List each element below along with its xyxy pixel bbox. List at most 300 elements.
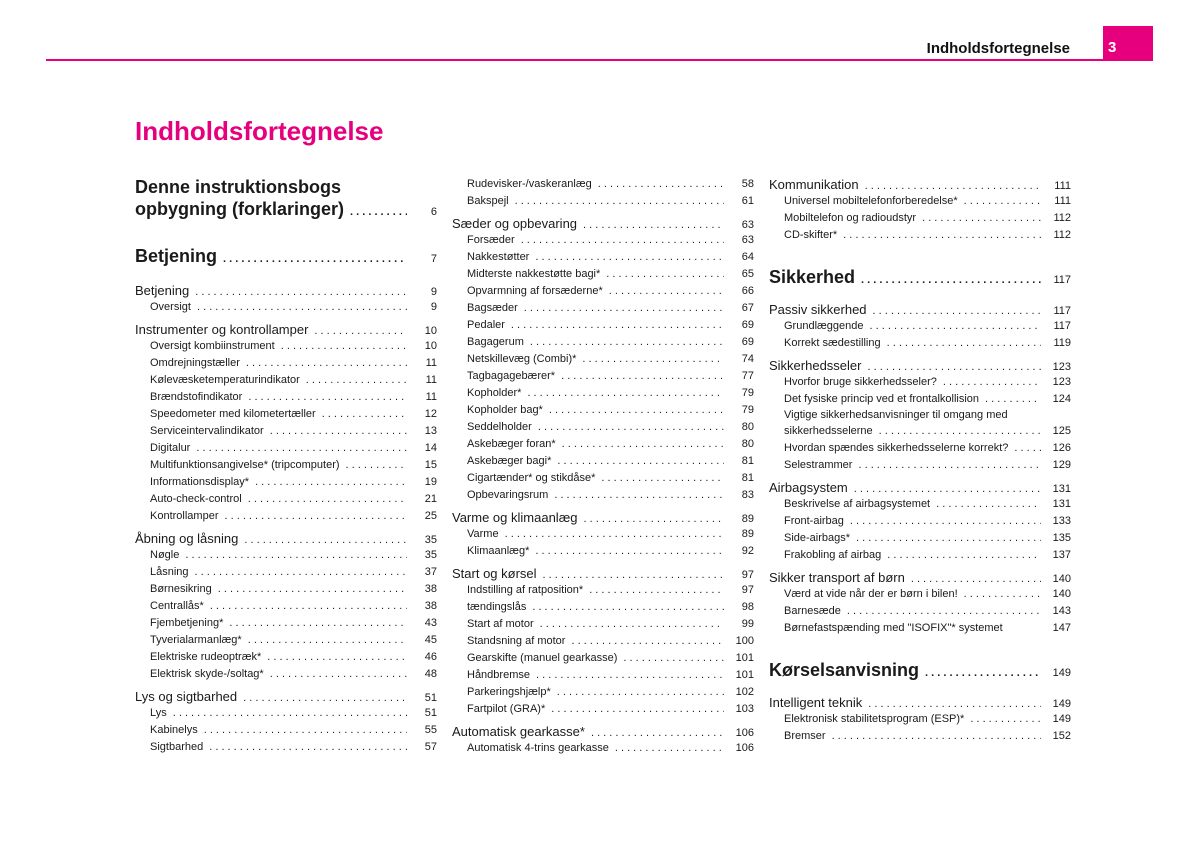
- page-ref: 79: [741, 404, 754, 416]
- toc-entry[interactable]: [452, 300, 754, 317]
- leader-dots: [936, 496, 1041, 513]
- page-ref: 124: [1052, 393, 1071, 405]
- toc-entry[interactable]: [135, 440, 437, 457]
- entry-text: Automatisk 4-trins gearkasse: [467, 742, 609, 754]
- page-ref: 64: [741, 251, 754, 263]
- toc-entry[interactable]: [135, 389, 437, 406]
- page-ref: 9: [430, 286, 437, 298]
- entry-text: Start og kørsel: [452, 566, 537, 581]
- leader-dots: [535, 543, 724, 560]
- entry-text: Speedometer med kilometertæller: [150, 408, 316, 420]
- toc-entry[interactable]: [452, 402, 754, 419]
- toc-entry[interactable]: [135, 423, 437, 440]
- toc-major-koersel[interactable]: [769, 659, 1071, 684]
- entry-text: Kommunikation: [769, 177, 859, 192]
- page-ref: 19: [424, 476, 437, 488]
- toc-entry[interactable]: [452, 487, 754, 504]
- page-ref: 119: [1053, 337, 1071, 349]
- toc-entry[interactable]: [135, 564, 437, 581]
- page-ref: 66: [741, 285, 754, 297]
- page-ref: 117: [1053, 305, 1071, 317]
- page-ref: 147: [1052, 622, 1071, 634]
- entry-text: Varme og klimaanlæg: [452, 510, 578, 525]
- toc-entry[interactable]: [452, 283, 754, 300]
- toc-entry[interactable]: [769, 318, 1071, 335]
- page-ref: 63: [741, 219, 754, 231]
- entry-text: Sikkerhed: [769, 267, 856, 287]
- toc-entry[interactable]: [135, 547, 437, 564]
- entry-text: Elektrisk skyde-/soltag*: [150, 668, 264, 680]
- leader-dots: [197, 299, 407, 316]
- toc-section-start[interactable]: [452, 565, 754, 582]
- leader-dots: [536, 667, 724, 684]
- page-ref: 92: [741, 545, 754, 557]
- leader-dots: [870, 318, 1041, 335]
- page-ref: 123: [1052, 376, 1071, 388]
- page-ref: 65: [741, 268, 754, 280]
- toc-entry[interactable]: [135, 581, 437, 598]
- toc-entry[interactable]: [452, 470, 754, 487]
- toc-section-passiv[interactable]: [769, 301, 1071, 318]
- toc-entry[interactable]: [452, 368, 754, 385]
- page-ref: 89: [741, 528, 754, 540]
- toc-entry[interactable]: [769, 586, 1071, 603]
- entry-text: Intelligent teknik: [769, 695, 863, 710]
- entry-text: Tyverialarmanlæg*: [150, 634, 242, 646]
- page-ref: 61: [741, 195, 754, 207]
- entry-text: Sigtbarhed: [150, 741, 204, 753]
- intro-line-1: Denne instruktionsbogs: [135, 177, 342, 197]
- entry-text: Passiv sikkerhed: [769, 302, 867, 317]
- page-ref: 123: [1052, 361, 1071, 373]
- leader-dots: [538, 419, 724, 436]
- page-ref: 80: [741, 438, 754, 450]
- entry-text: Bakspejl: [467, 195, 509, 207]
- toc-entry[interactable]: [452, 317, 754, 334]
- toc-entry[interactable]: [769, 547, 1071, 564]
- toc-major-sikkerhed[interactable]: [769, 266, 1071, 291]
- page-ref: 79: [741, 387, 754, 399]
- leader-dots: [856, 530, 1041, 547]
- entry-text: Digitalur: [150, 442, 191, 454]
- entry-text: Gearskifte (manuel gearkasse): [467, 652, 618, 664]
- leader-dots: [1014, 440, 1041, 457]
- entry-text: Mobiltelefon og radioudstyr: [784, 212, 917, 224]
- toc-entry[interactable]: [452, 616, 754, 633]
- leader-dots: [248, 389, 407, 406]
- toc-entry[interactable]: [135, 491, 437, 508]
- entry-text: Elektriske rudeoptræk*: [150, 651, 262, 663]
- leader-dots: [964, 193, 1041, 210]
- leader-dots: [591, 723, 724, 740]
- leader-dots: [873, 301, 1041, 318]
- toc-entry[interactable]: [769, 513, 1071, 530]
- leader-dots: [562, 436, 724, 453]
- leader-dots: [229, 615, 407, 632]
- toc-entry[interactable]: [452, 385, 754, 402]
- toc-entry[interactable]: [769, 391, 1071, 408]
- entry-text: Værd at vide når der er børn i bilen!: [784, 588, 958, 600]
- leader-dots: [196, 440, 407, 457]
- leader-dots: [589, 582, 724, 599]
- page-ref: 38: [424, 583, 437, 595]
- toc-entry[interactable]: [452, 351, 754, 368]
- leader-dots: [854, 479, 1041, 496]
- leader-dots: [582, 351, 724, 368]
- toc-entry-multiline[interactable]: [769, 408, 1071, 440]
- toc-entry[interactable]: [452, 232, 754, 249]
- entry-text-line-1: Vigtige sikkerhedsanvisninger til omgang med: [784, 409, 1008, 421]
- page-ref: 117: [1053, 320, 1071, 332]
- entry-text: Hvorfor bruge sikkerhedsseler?: [784, 376, 937, 388]
- page-ref: 135: [1052, 532, 1071, 544]
- page-ref: 35: [424, 534, 437, 546]
- toc-entry[interactable]: [135, 705, 437, 722]
- entry-text: Sikker transport af børn: [769, 570, 905, 585]
- toc-section-lys[interactable]: [135, 688, 437, 705]
- page-ref: 112: [1053, 229, 1071, 241]
- toc-section-varme[interactable]: [452, 509, 754, 526]
- entry-text: Instrumenter og kontrollamper: [135, 322, 309, 337]
- toc-section-boern[interactable]: [769, 569, 1071, 586]
- leader-dots: [195, 564, 407, 581]
- toc-column-3: [769, 176, 1071, 745]
- toc-entry[interactable]: [452, 599, 754, 616]
- leader-dots: [521, 232, 724, 249]
- page-ref: 137: [1052, 549, 1071, 561]
- toc-entry[interactable]: [769, 227, 1071, 244]
- entry-text: Kopholder*: [467, 387, 522, 399]
- page-ref: 83: [741, 489, 754, 501]
- page-ref: 57: [424, 741, 437, 753]
- toc-entry[interactable]: [135, 372, 437, 389]
- toc-entry[interactable]: [452, 176, 754, 193]
- entry-text: Børnesikring: [150, 583, 212, 595]
- entry-text: Omdrejningstæller: [150, 357, 240, 369]
- leader-dots: [210, 598, 407, 615]
- leader-dots: [218, 581, 407, 598]
- leader-dots: [185, 547, 407, 564]
- leader-dots: [224, 508, 407, 525]
- toc-entry[interactable]: [452, 193, 754, 210]
- page-ref: 111: [1054, 195, 1071, 207]
- toc-entry[interactable]: [135, 474, 437, 491]
- toc-entry[interactable]: [452, 419, 754, 436]
- entry-text: Pedaler: [467, 319, 505, 331]
- leader-dots: [847, 603, 1041, 620]
- toc-entry[interactable]: [769, 620, 1071, 637]
- toc-entry[interactable]: [135, 299, 437, 316]
- toc-entry[interactable]: [452, 334, 754, 351]
- leader-dots: [244, 530, 407, 547]
- page-ref: 48: [424, 668, 437, 680]
- toc-column-1: [135, 176, 437, 756]
- page-ref: 131: [1052, 483, 1071, 495]
- page-ref: 21: [424, 493, 437, 505]
- page-ref: 35: [424, 549, 437, 561]
- page-ref: 133: [1052, 515, 1071, 527]
- toc-entry[interactable]: [452, 740, 754, 757]
- leader-dots: [255, 474, 407, 491]
- toc-entry[interactable]: [769, 496, 1071, 513]
- leader-dots: [505, 526, 724, 543]
- entry-text: Serviceintervalindikator: [150, 425, 264, 437]
- toc-section-betjening[interactable]: [135, 282, 437, 299]
- page-ref: 152: [1052, 730, 1071, 742]
- entry-text: Bagagerum: [467, 336, 524, 348]
- leader-dots: [532, 599, 724, 616]
- toc-entry[interactable]: [452, 543, 754, 560]
- page-ref: 99: [741, 618, 754, 630]
- leader-dots: [322, 406, 407, 423]
- toc-entry[interactable]: [452, 453, 754, 470]
- leader-dots: [985, 391, 1041, 408]
- page-ref: 11: [425, 357, 437, 369]
- page-ref: 112: [1053, 212, 1071, 224]
- leader-dots: [314, 321, 407, 338]
- leader-dots: [843, 227, 1041, 244]
- toc-entry[interactable]: [769, 335, 1071, 352]
- toc-entry[interactable]: [135, 649, 437, 666]
- toc-entry[interactable]: [135, 739, 437, 756]
- toc-entry[interactable]: [135, 598, 437, 615]
- intro-line-2: opbygning (forklaringer): [135, 199, 344, 219]
- leader-dots: [530, 334, 724, 351]
- toc-section-kommunikation[interactable]: [769, 176, 1071, 193]
- toc-entry[interactable]: [135, 722, 437, 739]
- entry-text: Håndbremse: [467, 669, 530, 681]
- leader-dots: [524, 300, 724, 317]
- toc-major-betjening[interactable]: [135, 245, 437, 270]
- page-ref: 46: [424, 651, 437, 663]
- leader-dots: [887, 335, 1041, 352]
- entry-text: Airbagsystem: [769, 480, 848, 495]
- entry-text: Multifunktionsangivelse* (tripcomputer): [150, 459, 340, 471]
- leader-dots: [911, 569, 1041, 586]
- entry-text: Lys: [150, 707, 167, 719]
- page-ref: 14: [424, 442, 437, 454]
- leader-dots: [609, 283, 724, 300]
- entry-text: Låsning: [150, 566, 189, 578]
- entry-text: Klimaanlæg*: [467, 545, 530, 557]
- leader-dots: [515, 193, 724, 210]
- page-ref: 117: [1053, 274, 1071, 286]
- entry-text: Betjening: [135, 246, 218, 266]
- entry-text: Nøgle: [150, 549, 180, 561]
- leader-dots: [887, 547, 1041, 564]
- toc-entry[interactable]: [452, 266, 754, 283]
- toc-section-seler[interactable]: [769, 357, 1071, 374]
- page-ref: 25: [424, 510, 437, 522]
- leader-dots: [561, 368, 724, 385]
- page-ref: 97: [741, 569, 754, 581]
- leader-dots: [557, 684, 724, 701]
- page-ref: 6: [430, 206, 437, 218]
- page-ref: 74: [741, 353, 754, 365]
- entry-text: Universel mobiltelefonforberedelse*: [784, 195, 958, 207]
- leader-dots: [583, 215, 724, 232]
- toc-entry[interactable]: [452, 667, 754, 684]
- toc-entry[interactable]: [769, 728, 1071, 745]
- toc-entry[interactable]: [135, 615, 437, 632]
- entry-text: Varme: [467, 528, 499, 540]
- page-ref: 106: [735, 727, 754, 739]
- leader-dots: [554, 487, 724, 504]
- entry-text: Nakkestøtter: [467, 251, 530, 263]
- entry-text: Side-airbags*: [784, 532, 851, 544]
- page-ref: 45: [424, 634, 437, 646]
- entry-text: Midterste nakkestøtte bagi*: [467, 268, 601, 280]
- entry-text: Standsning af motor: [467, 635, 566, 647]
- toc-section-automatisk[interactable]: [452, 723, 754, 740]
- toc-entry[interactable]: [452, 684, 754, 701]
- entry-text: Grundlæggende: [784, 320, 864, 332]
- leader-dots: [535, 249, 724, 266]
- page-ref: 149: [1052, 698, 1071, 710]
- page-ref: 81: [741, 472, 754, 484]
- toc-entry[interactable]: [452, 650, 754, 667]
- entry-text: Cigartænder* og stikdåse*: [467, 472, 596, 484]
- leader-dots: [248, 632, 407, 649]
- entry-text: Tagbagagebærer*: [467, 370, 556, 382]
- entry-text: Selestrammer: [784, 459, 853, 471]
- toc-section-intelligent[interactable]: [769, 694, 1071, 711]
- page-ref: 11: [425, 374, 437, 386]
- leader-dots: [270, 666, 407, 683]
- leader-dots: [557, 453, 724, 470]
- toc-entry[interactable]: [769, 457, 1071, 474]
- toc-column-2: [452, 176, 754, 757]
- leader-dots: [527, 385, 724, 402]
- entry-text: Oversigt kombiinstrument: [150, 340, 275, 352]
- entry-text: Frakobling af airbag: [784, 549, 882, 561]
- leader-dots: [267, 649, 407, 666]
- leader-dots: [223, 245, 407, 270]
- entry-text: Fjembetjening*: [150, 617, 224, 629]
- leader-dots: [615, 740, 724, 757]
- toc-entry[interactable]: [769, 210, 1071, 227]
- page-ref: 102: [735, 686, 754, 698]
- toc-entry[interactable]: [135, 355, 437, 372]
- leader-dots: [850, 513, 1041, 530]
- toc-entry-intro[interactable]: [135, 176, 437, 223]
- leader-dots: [549, 402, 724, 419]
- page-ref: 106: [735, 742, 754, 754]
- leader-dots: [970, 711, 1041, 728]
- leader-dots: [583, 509, 724, 526]
- page-ref: 143: [1052, 605, 1071, 617]
- leader-dots: [879, 423, 1041, 440]
- toc-entry[interactable]: [135, 406, 437, 423]
- toc-entry[interactable]: [452, 633, 754, 650]
- page-ref: 140: [1052, 573, 1071, 585]
- toc-entry[interactable]: [135, 457, 437, 474]
- leader-dots: [209, 739, 407, 756]
- leader-dots: [248, 491, 407, 508]
- toc-entry[interactable]: [452, 526, 754, 543]
- toc-section-saeder[interactable]: [452, 215, 754, 232]
- page-ref: 13: [424, 425, 437, 437]
- toc-entry[interactable]: [452, 701, 754, 718]
- toc-entry[interactable]: [452, 436, 754, 453]
- toc-entry[interactable]: [135, 632, 437, 649]
- page-ref: 9: [430, 301, 437, 313]
- toc-entry[interactable]: [135, 666, 437, 683]
- leader-dots: [173, 705, 407, 722]
- toc-entry[interactable]: [769, 374, 1071, 391]
- page-ref: 69: [741, 336, 754, 348]
- entry-text: Åbning og låsning: [135, 531, 239, 546]
- leader-dots: [601, 470, 724, 487]
- page-ref: 129: [1052, 459, 1071, 471]
- entry-text: Lys og sigtbarhed: [135, 689, 238, 704]
- page-ref: 101: [735, 669, 754, 681]
- page-ref: 51: [424, 707, 437, 719]
- leader-dots: [964, 586, 1041, 603]
- page-number-badge: 3: [1103, 26, 1153, 60]
- entry-text: Centrallås*: [150, 600, 204, 612]
- toc-entry[interactable]: [769, 530, 1071, 547]
- entry-text: Sikkerhedsseler: [769, 358, 862, 373]
- toc-entry[interactable]: [135, 508, 437, 525]
- page-ref: 81: [741, 455, 754, 467]
- page-ref: 37: [424, 566, 437, 578]
- entry-text: Fartpilot (GRA)*: [467, 703, 546, 715]
- page-ref: 51: [424, 692, 437, 704]
- page-ref: 38: [424, 600, 437, 612]
- page-ref: 15: [424, 459, 437, 471]
- toc-entry[interactable]: [769, 193, 1071, 210]
- leader-dots: [243, 688, 407, 705]
- entry-text: Hvordan spændes sikkerhedsselerne korrekt?: [784, 442, 1009, 454]
- leader-dots: [865, 176, 1041, 193]
- entry-text: tændingslås: [467, 601, 527, 613]
- entry-text: Kopholder bag*: [467, 404, 543, 416]
- page-ref: 103: [735, 703, 754, 715]
- page-title: Indholdsfortegnelse: [135, 116, 384, 146]
- page-ref: 149: [1052, 667, 1071, 679]
- leader-dots: [832, 728, 1041, 745]
- entry-text: Betjening: [135, 283, 190, 298]
- entry-text: Brændstofindikator: [150, 391, 243, 403]
- leader-dots: [868, 694, 1041, 711]
- toc-entry[interactable]: [769, 603, 1071, 620]
- entry-text: Auto-check-control: [150, 493, 242, 505]
- page-ref: 100: [735, 635, 754, 647]
- page-ref: 77: [741, 370, 754, 382]
- entry-text: Askebæger bagi*: [467, 455, 552, 467]
- page-ref: 89: [741, 513, 754, 525]
- entry-text: Korrekt sædestilling: [784, 337, 881, 349]
- page-ref: 80: [741, 421, 754, 433]
- leader-dots: [204, 722, 407, 739]
- toc-entry[interactable]: [452, 582, 754, 599]
- entry-text: Børnefastspænding med "ISOFIX"* systemet: [784, 622, 1003, 634]
- toc-section-instrumenter[interactable]: [135, 321, 437, 338]
- entry-text: Opvarmning af forsæderne*: [467, 285, 603, 297]
- toc-entry[interactable]: [769, 440, 1071, 457]
- toc-entry[interactable]: [452, 249, 754, 266]
- page-ref: 131: [1052, 498, 1071, 510]
- entry-text: Netskillevæg (Combi)*: [467, 353, 577, 365]
- toc-section-airbag[interactable]: [769, 479, 1071, 496]
- toc-entry[interactable]: [135, 338, 437, 355]
- toc-entry[interactable]: [769, 711, 1071, 728]
- leader-dots: [623, 650, 724, 667]
- entry-text: Parkeringshjælp*: [467, 686, 551, 698]
- toc-section-aabning[interactable]: [135, 530, 437, 547]
- running-header-title: Indholdsfortegnelse: [926, 40, 1070, 57]
